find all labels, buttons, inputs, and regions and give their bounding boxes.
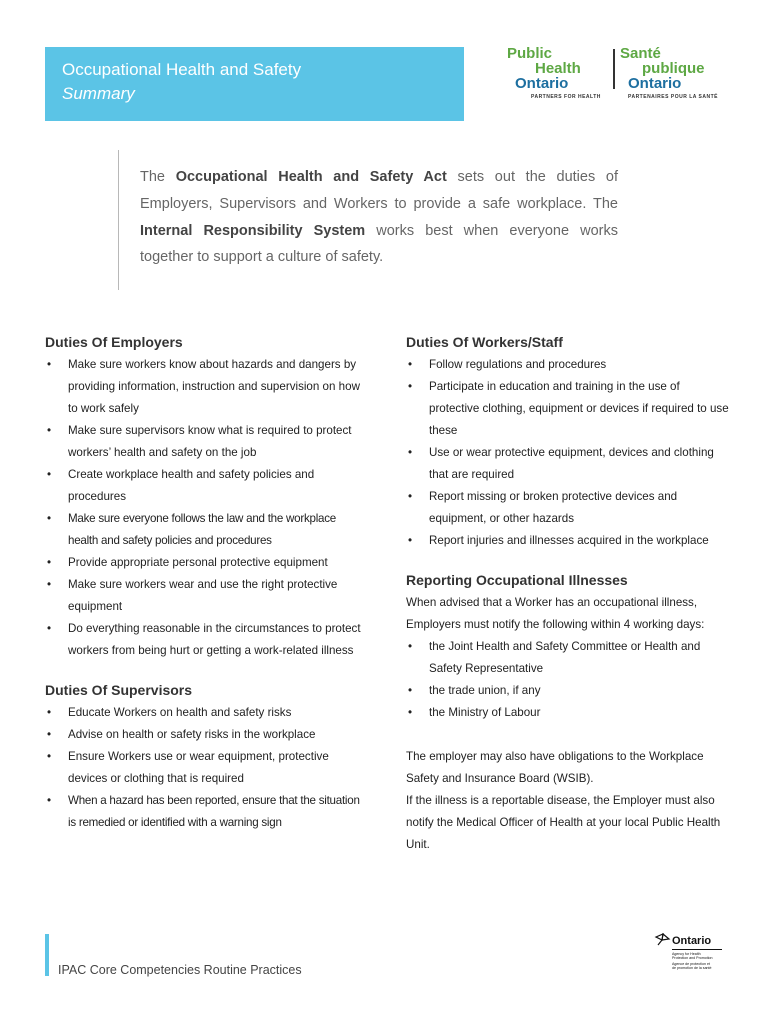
- footer-text: IPAC Core Competencies Routine Practices: [58, 963, 302, 977]
- bullet: •: [47, 512, 51, 525]
- list-item-text: Provide appropriate personal protective equipment: [68, 556, 328, 569]
- intro-paragraph: [140, 164, 618, 271]
- list-item: [406, 486, 731, 530]
- logo-fr-line3: Ontario: [628, 75, 682, 92]
- list-item: [406, 680, 731, 702]
- employers-list: [45, 354, 365, 662]
- list-item: [45, 552, 365, 574]
- list-item: [45, 790, 365, 834]
- reporting-list: [406, 636, 731, 724]
- bullet: •: [408, 534, 413, 547]
- logo-en-line3: Ontario: [515, 75, 569, 92]
- list-item-text: Use or wear protective equipment, devices and clothing that are required: [429, 446, 714, 481]
- list-item: [45, 420, 365, 464]
- header-banner: [45, 47, 464, 121]
- workers-heading: Duties Of Workers/Staff: [406, 334, 563, 350]
- logo-en-tagline: PARTNERS FOR HEALTH: [531, 94, 601, 100]
- list-item: [45, 702, 365, 724]
- bullet: •: [408, 358, 413, 371]
- wsib-paragraph: The employer may also have obligations to the Workplace Safety and Insurance Board (WSIB).: [406, 750, 704, 785]
- ontario-agency-en-2: Protection and Promotion: [672, 956, 713, 960]
- list-item-text: Advise on health or safety risks in the workplace: [68, 728, 316, 741]
- supervisors-heading: Duties Of Supervisors: [45, 682, 193, 698]
- list-item-text: Follow regulations and procedures: [429, 358, 607, 371]
- list-item-text: Educate Workers on health and safety risks: [68, 706, 292, 719]
- list-item-text: the Joint Health and Safety Committee or Health and Safety Representative: [429, 640, 701, 675]
- bullet: •: [408, 446, 413, 459]
- logo-en-line1: Public: [507, 45, 553, 62]
- list-item-text: Create workplace health and safety policies and procedures: [68, 468, 315, 503]
- reportable-disease-paragraph: If the illness is a reportable disease, the Employer must also notify the Medical Officer of Health at your local Public Health Unit.: [406, 794, 721, 851]
- trillium-icon: [654, 931, 674, 947]
- bullet: •: [47, 556, 52, 569]
- ontario-agency-en-1: Agency for Health: [672, 952, 701, 956]
- left-column: [45, 332, 365, 834]
- list-item-text: Make sure supervisors know what is required to protect workers’ health and safety on the job: [68, 424, 352, 459]
- list-item-text: Make sure workers wear and use the right protective equipment: [68, 578, 338, 613]
- reporting-intro: When advised that a Worker has an occupational illness, Employers must notify the following within 4 working days:: [406, 596, 705, 631]
- logo-fr-tagline: PARTENAIRES POUR LA SANTÉ: [628, 94, 719, 100]
- logo-fr-line2: publique: [642, 60, 705, 77]
- list-item: [45, 724, 365, 746]
- ontario-agency-fr-2: de promotion de la santé: [672, 966, 712, 970]
- bullet: •: [47, 728, 52, 741]
- bullet: •: [47, 468, 52, 481]
- intro-text-3: works best when everyone works together to support a culture of safety.: [140, 222, 618, 266]
- bullet: •: [47, 622, 52, 635]
- ontario-logo: [654, 931, 728, 979]
- list-item-text: Do everything reasonable in the circumstances to protect workers from being hurt or getting a work-related illness: [68, 622, 361, 657]
- list-item-text: Report injuries and illnesses acquired in the workplace: [429, 534, 709, 547]
- footer-accent-bar: [45, 934, 49, 976]
- bullet: •: [47, 424, 52, 437]
- list-item-text: Participate in education and training in the use of protective clothing, equipment or devices if required to use these: [429, 380, 729, 437]
- list-item: [406, 702, 731, 724]
- intro-act-name: Occupational Health and Safety Act: [175, 169, 447, 185]
- list-item: [406, 442, 731, 486]
- list-item: [45, 354, 365, 420]
- list-item: [406, 354, 731, 376]
- bullet: •: [47, 706, 52, 719]
- list-item-text: the trade union, if any: [429, 684, 541, 697]
- ontario-agency-fr-1: Agence de protection et: [672, 962, 710, 966]
- list-item-text: Make sure workers know about hazards and dangers by providing information, instruction and supervision on how to work safely: [68, 358, 360, 415]
- bullet: •: [47, 578, 52, 591]
- logo-divider: [613, 49, 615, 89]
- list-item-text: When a hazard has been reported, ensure that the situation is remedied or identified with a warning sign: [68, 794, 360, 829]
- document-subtitle: Summary: [62, 84, 135, 103]
- intro-text-2: sets out the duties of Employers, Supervisors and Workers to provide a safe workplace. The: [140, 169, 619, 212]
- bullet: •: [47, 794, 51, 807]
- list-item: [406, 636, 731, 680]
- logo-fr-line1: Santé: [620, 45, 661, 62]
- bullet: •: [408, 490, 413, 503]
- logo-french: [620, 46, 730, 104]
- logo-english: [507, 46, 615, 104]
- list-item-text: Report missing or broken protective devices and equipment, or other hazards: [429, 490, 678, 525]
- bullet: •: [408, 640, 413, 653]
- list-item: [45, 574, 365, 618]
- bullet: •: [47, 750, 52, 763]
- list-item: [45, 464, 365, 508]
- employers-heading: Duties Of Employers: [45, 334, 183, 350]
- intro-system-name: Internal Responsibility System: [140, 222, 366, 239]
- list-item-text: Ensure Workers use or wear equipment, protective devices or clothing that is required: [68, 750, 329, 785]
- ontario-logo-rule: [672, 949, 722, 950]
- list-item-text: the Ministry of Labour: [429, 706, 541, 719]
- right-column: [406, 332, 731, 856]
- list-item: [406, 530, 731, 552]
- bullet: •: [47, 358, 52, 371]
- reporting-heading: Reporting Occupational Illnesses: [406, 572, 628, 588]
- list-item: [45, 746, 365, 790]
- list-item: [45, 508, 365, 552]
- bullet: •: [408, 684, 413, 697]
- supervisors-list: [45, 702, 365, 834]
- workers-list: [406, 354, 731, 552]
- public-health-ontario-logo: [505, 46, 727, 104]
- intro-text-1: The: [140, 169, 176, 185]
- bullet: •: [408, 706, 413, 719]
- list-item-text: Make sure everyone follows the law and the workplace health and safety policies and procedures: [68, 512, 336, 547]
- intro-callout: [118, 150, 618, 290]
- bullet: •: [408, 380, 413, 393]
- ontario-wordmark: Ontario: [672, 935, 712, 947]
- list-item: [45, 618, 365, 662]
- list-item: [406, 376, 731, 442]
- document-title: Occupational Health and Safety: [62, 60, 302, 79]
- logo-en-line2: Health: [535, 60, 581, 77]
